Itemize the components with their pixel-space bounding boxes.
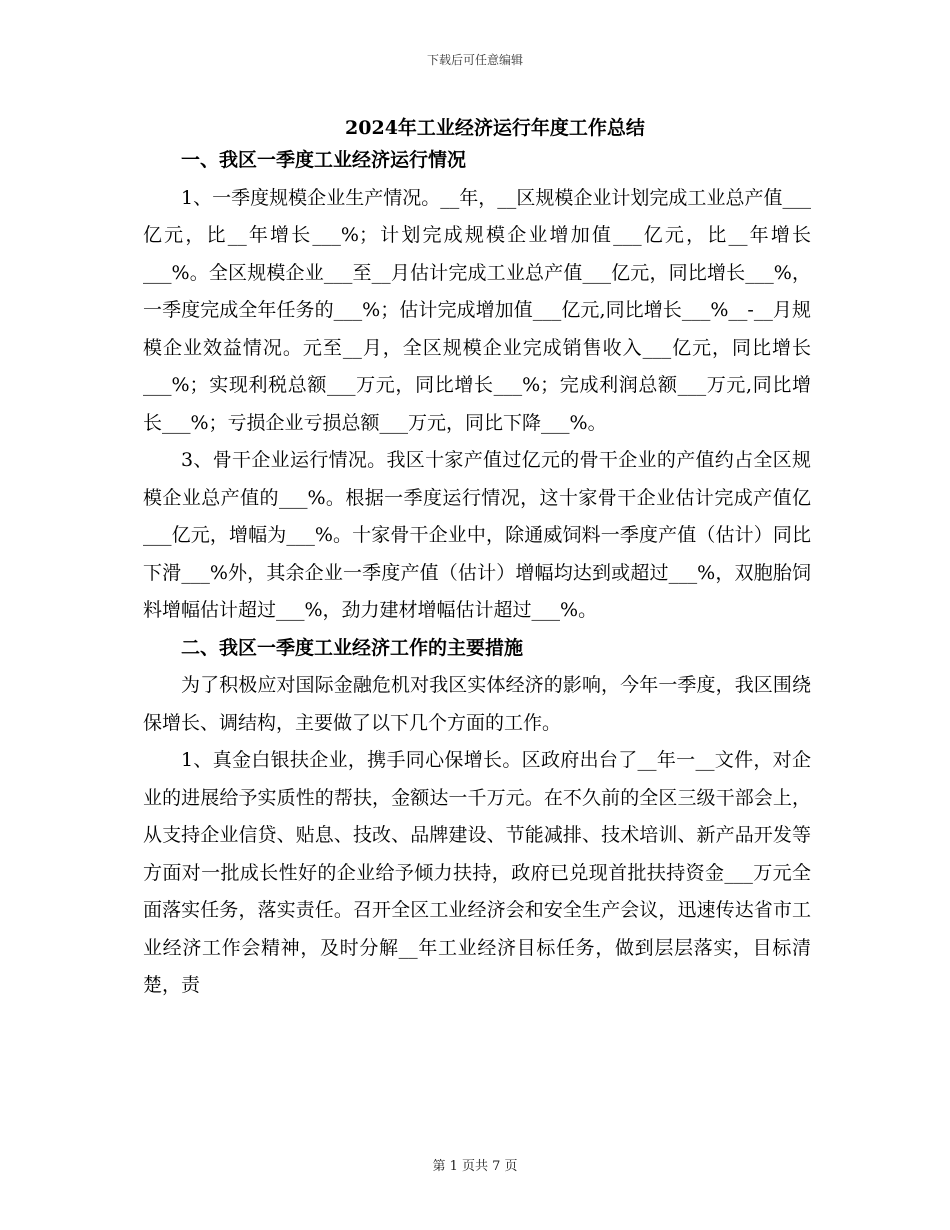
paragraph-support-enterprises: 1、真金白银扶企业，携手同心保增长。区政府出台了__年一__文件，对企业的进展给予实质性的帮扶，金额达一千万元。在不久前的全区三级干部会上，从支持企业信贷、贴息、技改、品牌建设、节能减排、技术培训、新产品开发等方面对一批成长性好的企业给予倾力扶持，政府已兑现首批扶持资金___万元全面落实任务，落实责任。召开全区工业经济会和安全生产会议，迅速传达省市工业经济工作会精神，及时分解__年工业经济目标任务，做到层层落实，目标清楚，责 [143, 749, 811, 996]
paragraph-intro-measures: 为了积极应对国际金融危机对我区实体经济的影响，今年一季度，我区围绕保增长、调结构，主要做了以下几个方面的工作。 [143, 674, 811, 734]
document-body [143, 142, 811, 1005]
paragraph-scale-enterprises: 1、一季度规模企业生产情况。__年，__区规模企业计划完成工业总产值___亿元，比__年增长___%；计划完成规模企业增加值___亿元，比__年增长___%。全区规模企业___至__月估计完成工业总产值___亿元，同比增长___%，一季度完成全年任务的___%；估计完成增加值___亿元,同比增长___%__-__月规模企业效益情况。元至__月，全区规模企业完成销售收入___亿元，同比增长___%；实现利税总额___万元，同比增长___%；完成利润总额___万元,同比增长___%；亏损企业亏损总额___万元，同比下降___%。 [143, 186, 811, 434]
page-number: 第 1 页共 7 页 [432, 1159, 518, 1174]
section-heading-1: 一、我区一季度工业经济运行情况 [181, 149, 467, 171]
document-title: 2024年工业经济运行年度工作总结 [345, 117, 645, 139]
section-heading-2: 二、我区一季度工业经济工作的主要措施 [181, 636, 524, 659]
paragraph-key-enterprises: 3、骨干企业运行情况。我区十家产值过亿元的骨干企业的产值约占全区规模企业总产值的___%。根据一季度运行情况，这十家骨干企业估计完成产值亿___亿元，增幅为___%。十家骨干企业中，除通威饲料一季度产值（估计）同比下滑___%外，其余企业一季度产值（估计）增幅均达到或超过___%，双胞胎饲料增幅估计超过___%，劲力建材增幅估计超过___%。 [143, 449, 811, 621]
page-header-note: 下载后可任意编辑 [426, 53, 523, 67]
